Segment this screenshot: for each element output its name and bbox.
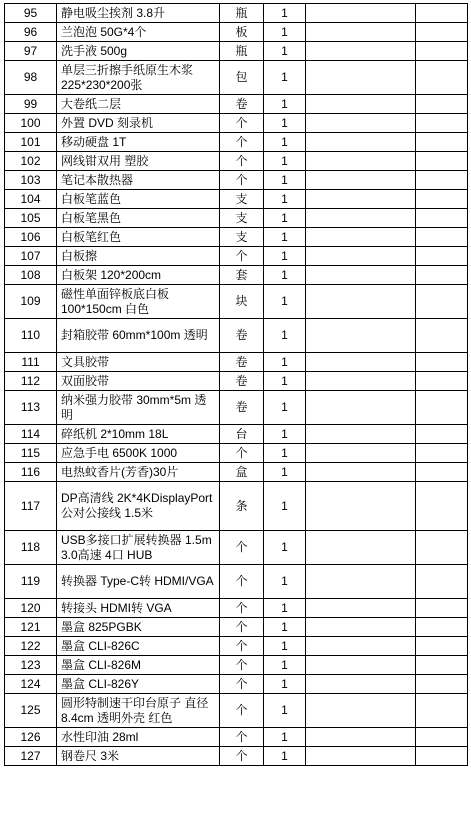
unit: 个 [220,247,264,266]
table-row [5,353,468,372]
table-row [5,694,468,728]
table-row [5,319,468,353]
unit: 卷 [220,372,264,391]
row-number: 110 [5,319,57,353]
blank-cell [306,247,416,266]
blank-cell [416,114,468,133]
blank-cell [306,95,416,114]
quantity: 1 [264,114,306,133]
quantity: 1 [264,319,306,353]
item-name: 静电吸尘挨剂 3.8升 [57,4,220,23]
blank-cell [416,391,468,425]
unit: 套 [220,266,264,285]
item-name: 双面胶带 [57,372,220,391]
blank-cell [416,482,468,531]
table-row [5,190,468,209]
item-name: USB多接口扩展转换器 1.5m 3.0高速 4口 HUB [57,531,220,565]
row-number: 107 [5,247,57,266]
quantity: 1 [264,694,306,728]
unit: 盒 [220,463,264,482]
blank-cell [306,190,416,209]
blank-cell [416,656,468,675]
quantity: 1 [264,656,306,675]
blank-cell [416,353,468,372]
item-name: 应急手电 6500K 1000 [57,444,220,463]
unit: 卷 [220,391,264,425]
unit: 卷 [220,319,264,353]
unit: 个 [220,531,264,565]
quantity: 1 [264,209,306,228]
quantity: 1 [264,463,306,482]
blank-cell [306,114,416,133]
blank-cell [306,133,416,152]
blank-cell [306,266,416,285]
unit: 个 [220,152,264,171]
item-name: 白板笔蓝色 [57,190,220,209]
blank-cell [416,247,468,266]
item-name: 移动硬盘 1T [57,133,220,152]
unit: 板 [220,23,264,42]
row-number: 95 [5,4,57,23]
table-row [5,565,468,599]
table-row [5,228,468,247]
quantity: 1 [264,565,306,599]
unit: 瓶 [220,42,264,61]
table-row [5,747,468,766]
blank-cell [306,656,416,675]
unit: 包 [220,61,264,95]
table-row [5,266,468,285]
blank-cell [306,4,416,23]
row-number: 111 [5,353,57,372]
row-number: 97 [5,42,57,61]
blank-cell [416,618,468,637]
unit: 个 [220,133,264,152]
quantity: 1 [264,285,306,319]
item-name: 碎纸机 2*10mm 18L [57,425,220,444]
blank-cell [416,209,468,228]
row-number: 100 [5,114,57,133]
item-name: 圆形特制速干印台原子 直径 8.4cm 透明外壳 红色 [57,694,220,728]
row-number: 114 [5,425,57,444]
quantity: 1 [264,482,306,531]
quantity: 1 [264,171,306,190]
quantity: 1 [264,391,306,425]
table-row [5,637,468,656]
blank-cell [306,23,416,42]
item-name: 网线钳双用 塑胶 [57,152,220,171]
unit: 个 [220,171,264,190]
blank-cell [306,531,416,565]
item-name: 白板架 120*200cm [57,266,220,285]
quantity: 1 [264,444,306,463]
row-number: 108 [5,266,57,285]
quantity: 1 [264,728,306,747]
item-name: 大卷纸二层 [57,95,220,114]
row-number: 124 [5,675,57,694]
blank-cell [306,747,416,766]
table-row [5,482,468,531]
blank-cell [306,209,416,228]
row-number: 125 [5,694,57,728]
table-row [5,114,468,133]
blank-cell [306,618,416,637]
blank-cell [416,425,468,444]
row-number: 116 [5,463,57,482]
blank-cell [306,675,416,694]
row-number: 112 [5,372,57,391]
unit: 支 [220,209,264,228]
blank-cell [306,599,416,618]
item-name: 单层三折擦手纸原生木浆 225*230*200张 [57,61,220,95]
item-name: 墨盒 CLI-826C [57,637,220,656]
item-name: 磁性单面锌板底白板 100*150cm 白色 [57,285,220,319]
item-name: 电热蚊香片(芳香)30片 [57,463,220,482]
row-number: 117 [5,482,57,531]
item-name: 文具胶带 [57,353,220,372]
table-row [5,372,468,391]
quantity: 1 [264,372,306,391]
item-name: 外置 DVD 刻录机 [57,114,220,133]
table-row [5,4,468,23]
blank-cell [416,42,468,61]
row-number: 101 [5,133,57,152]
table-row [5,247,468,266]
blank-cell [306,425,416,444]
item-table-body [5,4,468,766]
row-number: 120 [5,599,57,618]
quantity: 1 [264,42,306,61]
table-row [5,463,468,482]
row-number: 118 [5,531,57,565]
table-row [5,42,468,61]
item-name: 墨盒 CLI-826M [57,656,220,675]
table-row [5,728,468,747]
blank-cell [306,152,416,171]
row-number: 99 [5,95,57,114]
quantity: 1 [264,23,306,42]
row-number: 113 [5,391,57,425]
quantity: 1 [264,190,306,209]
item-table [4,3,468,766]
item-name: 水性印油 28ml [57,728,220,747]
blank-cell [306,482,416,531]
table-row [5,61,468,95]
blank-cell [416,675,468,694]
blank-cell [306,728,416,747]
item-name: DP高清线 2K*4KDisplayPort公对公接线 1.5米 [57,482,220,531]
quantity: 1 [264,152,306,171]
item-name: 洗手液 500g [57,42,220,61]
unit: 个 [220,694,264,728]
item-name: 墨盒 CLI-826Y [57,675,220,694]
blank-cell [416,190,468,209]
row-number: 106 [5,228,57,247]
quantity: 1 [264,247,306,266]
blank-cell [306,319,416,353]
quantity: 1 [264,133,306,152]
item-name: 转接头 HDMI转 VGA [57,599,220,618]
table-row [5,171,468,190]
quantity: 1 [264,4,306,23]
blank-cell [416,171,468,190]
unit: 台 [220,425,264,444]
quantity: 1 [264,61,306,95]
item-name: 墨盒 825PGBK [57,618,220,637]
quantity: 1 [264,95,306,114]
blank-cell [416,95,468,114]
blank-cell [306,391,416,425]
unit: 个 [220,637,264,656]
row-number: 123 [5,656,57,675]
item-name: 纳米强力胶带 30mm*5m 透明 [57,391,220,425]
table-row [5,285,468,319]
item-name: 封箱胶带 60mm*100m 透明 [57,319,220,353]
quantity: 1 [264,531,306,565]
table-row [5,391,468,425]
row-number: 122 [5,637,57,656]
row-number: 109 [5,285,57,319]
row-number: 115 [5,444,57,463]
row-number: 126 [5,728,57,747]
blank-cell [416,266,468,285]
table-row [5,95,468,114]
quantity: 1 [264,637,306,656]
table-row [5,656,468,675]
quantity: 1 [264,675,306,694]
blank-cell [306,565,416,599]
unit: 个 [220,444,264,463]
blank-cell [306,171,416,190]
blank-cell [306,372,416,391]
blank-cell [306,285,416,319]
unit: 个 [220,747,264,766]
blank-cell [416,463,468,482]
table-row [5,531,468,565]
item-name: 钢卷尺 3米 [57,747,220,766]
blank-cell [416,61,468,95]
quantity: 1 [264,747,306,766]
blank-cell [416,319,468,353]
blank-cell [416,565,468,599]
quantity: 1 [264,266,306,285]
table-row [5,133,468,152]
unit: 支 [220,228,264,247]
table-row [5,599,468,618]
blank-cell [306,42,416,61]
unit: 个 [220,656,264,675]
unit: 条 [220,482,264,531]
unit: 个 [220,114,264,133]
blank-cell [416,637,468,656]
blank-cell [416,747,468,766]
quantity: 1 [264,228,306,247]
quantity: 1 [264,425,306,444]
unit: 个 [220,599,264,618]
unit: 卷 [220,95,264,114]
table-row [5,675,468,694]
table-row [5,209,468,228]
blank-cell [306,228,416,247]
unit: 瓶 [220,4,264,23]
blank-cell [416,728,468,747]
table-row [5,23,468,42]
quantity: 1 [264,353,306,372]
item-name: 白板笔红色 [57,228,220,247]
item-name: 白板擦 [57,247,220,266]
row-number: 105 [5,209,57,228]
unit: 支 [220,190,264,209]
blank-cell [306,637,416,656]
blank-cell [416,444,468,463]
row-number: 103 [5,171,57,190]
quantity: 1 [264,599,306,618]
unit: 个 [220,618,264,637]
blank-cell [306,353,416,372]
row-number: 119 [5,565,57,599]
quantity: 1 [264,618,306,637]
blank-cell [416,285,468,319]
item-name: 兰泡泡 50G*4个 [57,23,220,42]
row-number: 96 [5,23,57,42]
blank-cell [306,463,416,482]
row-number: 121 [5,618,57,637]
item-name: 笔记本散热器 [57,171,220,190]
blank-cell [416,23,468,42]
blank-cell [306,444,416,463]
unit: 块 [220,285,264,319]
blank-cell [416,152,468,171]
row-number: 102 [5,152,57,171]
row-number: 127 [5,747,57,766]
blank-cell [416,4,468,23]
row-number: 98 [5,61,57,95]
unit: 个 [220,675,264,694]
blank-cell [416,228,468,247]
blank-cell [416,372,468,391]
blank-cell [416,133,468,152]
unit: 个 [220,728,264,747]
blank-cell [416,599,468,618]
row-number: 104 [5,190,57,209]
table-row [5,444,468,463]
table-row [5,618,468,637]
table-row [5,425,468,444]
item-name: 白板笔黑色 [57,209,220,228]
table-row [5,152,468,171]
blank-cell [306,61,416,95]
blank-cell [416,531,468,565]
unit: 卷 [220,353,264,372]
blank-cell [416,694,468,728]
item-name: 转换器 Type-C转 HDMI/VGA [57,565,220,599]
unit: 个 [220,565,264,599]
blank-cell [306,694,416,728]
